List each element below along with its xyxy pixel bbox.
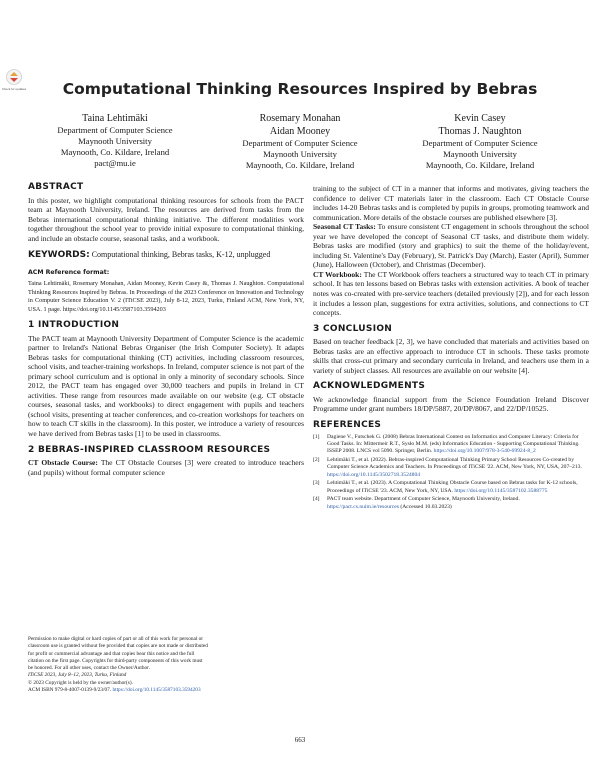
- venue-line: ITiCSE 2023, July 8–12, 2023, Turku, Finland: [28, 672, 127, 679]
- references-heading: REFERENCES: [313, 420, 382, 431]
- affiliation-line: Maynooth University: [443, 149, 517, 159]
- reference-link[interactable]: https://doi.org/10.1145/3587102.3588775: [454, 487, 548, 494]
- seasonal-tasks: [313, 222, 589, 270]
- acm-reference-text: Taina Lehtimäki, Rosemary Monahan, Aidan Mooney, Kevin Casey &, Thomas J. Naughton. Computational Thinking Resources Inspired by Bebras. In Proceedings of the 2023 Conference on Innovation and Technology in Computer Science Education V. 2 (ITiCSE 2023), July 8-12, 2023, Turku, Finland ACM, New York, NY, USA. 1 page. https://doi.org/10.1145/3587103.3594203: [28, 280, 304, 313]
- section2-heading: 2 BEBRAS-INSPIRED CLASSROOM RESOURCES: [28, 444, 271, 455]
- author-3: [405, 112, 555, 171]
- author-name: Aidan Mooney: [269, 126, 331, 137]
- abstract-text: In this poster, we highlight computational thinking resources for schools from the PACT team at Maynooth University, Ireland. The resources are derived from tasks from the Bebras international computational thinking initiative. The different modalities work together throughout the school year to provide initial exposure to computational thinking, and include an obstacle course, seasonal tasks, and a workbook.: [28, 195, 304, 243]
- reference-link[interactable]: https://pact.cs.nuim.ie/resources: [327, 503, 399, 510]
- author-name: Thomas J. Naughton: [438, 126, 522, 137]
- keywords-text: Computational thinking, Bebras tasks, K-12, unplugged: [91, 250, 271, 260]
- author-name: Rosemary Monahan: [259, 113, 341, 124]
- author-name: Taina Lehtimäki: [82, 113, 148, 124]
- workbook: [313, 270, 589, 318]
- reference-item: [2] Lehtimäki T., et al. (2022). Bebras-inspired Computational Thinking Primary School Resources Co-created by Computer Science Academics and Teachers. In Proceedings of ITiCSE '22. ACM, New York, NY, USA, 207–213. https://doi.org/10.1145/3502718.3524804: [313, 456, 582, 478]
- section2-text-left: [28, 458, 304, 477]
- obstacle-course-continued: training to the subject of CT in a manner that informs and motivates, giving teachers the confidence to deliver CT materials later in the classroom. Each CT Obstacle Course includes 14-20 Bebras tasks and is completed by pupils in groups, promoting teamwork and communication. More details of the obstacle courses are published elsewhere [3].: [313, 184, 589, 222]
- affiliation-line: Maynooth, Co. Kildare, Ireland: [245, 160, 355, 170]
- affiliation-line: Department of Computer Science: [242, 138, 358, 148]
- reference-item: [1] Dagiene V., Futschek G. (2008) Bebras International Contest on Informatics and Computer Literacy: Criteria for Good Tasks. In: Mittermeir R.T., Sysło M.M. (eds) Informatics Education - Supporting Computational Thinking. ISSEP 2008. LNCS vol 5090. Springer, Berlin. https://doi.org/10.1007/978-3-540-69924-8_2: [313, 433, 580, 455]
- reference-link[interactable]: https://doi.org/10.1145/3502718.3524804: [327, 471, 421, 478]
- reference-list: [313, 434, 589, 511]
- left-column: [28, 183, 304, 477]
- acm-reference-heading: ACM Reference format:: [28, 268, 110, 276]
- doi-link[interactable]: https://doi.org/10.1145/3587103.3594203: [112, 687, 201, 694]
- seasonal-tasks-text: To ensure consistent CT engagement in schools throughout the school year we have developed the concept of Seasonal CT tasks, and distribute them widely. Bebras tasks are modified (story and graphics) to suit the theme of the holiday/event, including St. Valentine's Day (February), St. Patrick's Day (March), Easter (April), Summer (June), Halloween (October), and Christmas (December).: [313, 222, 589, 270]
- affiliation-line: Maynooth University: [263, 149, 337, 159]
- paper-title: Computational Thinking Resources Inspired by Bebras: [62, 80, 538, 98]
- reference-item: [3] Lehtimäki T., et al. (2023). A Computational Thinking Obstacle Course based on Bebras tasks for K-12 schools, Proceedings of ITiCSE '23. ACM, New York, NY, USA. https://doi.org/10.1145/3587102.3588775: [313, 480, 578, 494]
- workbook-text: The CT Workbook offers teachers a structured way to teach CT in primary school. It has ten lessons based on Bebras tasks with extension activities. A book of teacher notes was co-created with pre-service teachers (detailed previously [2]), and for each lesson it includes a lesson plan, suggestions for extra activities, solutions, and connections to CT concepts.: [313, 269, 589, 318]
- isbn-line: ACM ISBN 979-8-4007-0139-9/23/07. https://doi.org/10.1145/3587103.3594203: [28, 687, 201, 694]
- right-column: [313, 184, 589, 513]
- introduction-text: The PACT team at Maynooth University Department of Computer Science is the academic partner to Ireland's National Bebras Organiser (the Irish Computer Society). It adapts Bebras tasks for computational thinking (CT) activities, including classroom resources, school visits, and teacher-training workshops. In Ireland, computer science is not part of the primary school curriculum and is optional in only a minority of secondary schools. Since 2012, the PACT team has engaged over 30,000 teachers and pupils in Ireland in CT activities. These range from resources made available on our website (e.g. CT obstacle courses, seasonal tasks, and workbooks) to direct engagement with pupils and teachers (school visits, presenting at teacher conferences, and co-creation workshops for teachers on how to teach CT skills in the classroom). In this poster, we introduce a variety of resources we have derived from Bebras tasks [1] to be used in classrooms.: [28, 333, 304, 439]
- reference-link[interactable]: https://doi.org/10.1007/978-3-540-69924-8_2: [433, 448, 536, 455]
- badge-label: Check for updates: [2, 87, 26, 91]
- affiliation-line: Department of Computer Science: [422, 138, 538, 148]
- page-number: 663: [294, 736, 306, 744]
- abstract-heading: ABSTRACT: [28, 182, 84, 192]
- affiliation-line: Maynooth, Co. Kildare, Ireland: [425, 160, 535, 170]
- copyright-line: © 2023 Copyright is held by the owner/author(s).: [28, 679, 133, 686]
- introduction-heading: 1 INTRODUCTION: [28, 320, 120, 330]
- keywords-label: KEYWORDS:: [28, 250, 90, 261]
- keywords: [28, 250, 304, 261]
- obstacle-course-text: The CT Obstacle Courses [3] were created to introduce teachers (and pupils) without formal computer science: [28, 458, 304, 477]
- acknowledgments-text: We acknowledge financial support from the Science Foundation Ireland Discover Programme under grant numbers 18/DP/5887, 20/DP/8067, and 22/DP/10525.: [313, 394, 589, 414]
- affiliation-line: Maynooth, Co. Kildare, Ireland: [60, 147, 170, 157]
- author-1: [40, 112, 190, 169]
- reference-item: [4] PACT team website. Department of Computer Science, Maynooth University, Ireland. https://pact.cs.nuim.ie/resources (Accessed 10.03.2023): [313, 496, 520, 510]
- conclusion-text: Based on teacher feedback [2, 3], we have concluded that materials and activities based on Bebras tasks are an effective approach to introduce CT in schools. These tasks promote skills that cross-cut primary and secondary curricula in Ireland, and teachers use them in a variety of subject classes. All resources are available on our website [4].: [313, 337, 589, 375]
- affiliation-line: Department of Computer Science: [57, 125, 173, 135]
- workbook-label: CT Workbook:: [313, 269, 362, 279]
- author-2: [225, 112, 375, 171]
- acknowledgments-heading: ACKNOWLEDGMENTS: [313, 381, 426, 392]
- conclusion-heading: 3 CONCLUSION: [313, 323, 393, 334]
- obstacle-course-label: CT Obstacle Course:: [28, 458, 98, 468]
- copyright-footnote: Permission to make digital or hard copies of part or all of this work for personal or classroom use is granted without fee provided that copies are not made or distributed for profit or commercial advantage and that copies bear this notice and the full citation on the first page. Copyrights for third-party components of this work must be honored. For all other uses, contact the Owner/Author. ITiCSE 2023, July 8–12, 2023, Turku, Finland © 2023 Copyright is held by the owner/author(s). ACM ISBN 979-8-4007-0139-9/23/07. https://doi.org/10.1145/3587103.3594203: [28, 636, 300, 694]
- affiliation-line: Maynooth University: [78, 136, 152, 146]
- author-name: Kevin Casey: [454, 113, 506, 124]
- seasonal-tasks-label: Seasonal CT Tasks:: [313, 222, 376, 232]
- author-email[interactable]: pact@mu.ie: [94, 158, 136, 168]
